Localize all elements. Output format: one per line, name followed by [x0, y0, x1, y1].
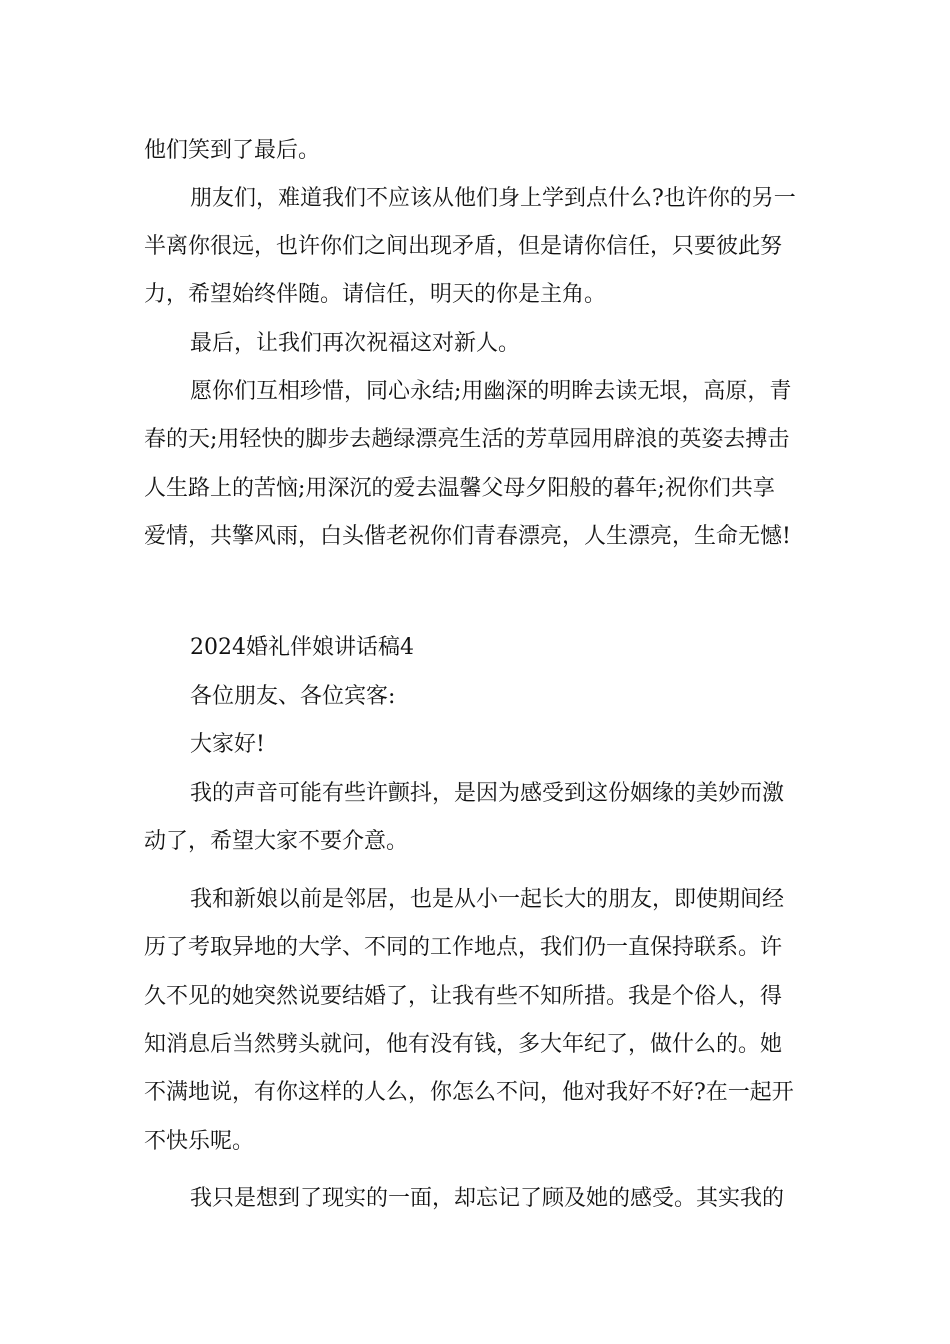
salutation: 各位朋友、各位宾客: [190, 684, 396, 709]
greeting: 大家好! [190, 732, 265, 757]
text-line: 春的天;用轻快的脚步去趟绿漂亮生活的芳草园用辟浪的英姿去搏击 [144, 427, 790, 452]
text-line: 我只是想到了现实的一面，却忘记了顾及她的感受。其实我的 [190, 1186, 785, 1211]
text-line: 朋友们，难道我们不应该从他们身上学到点什么?也许你的另一 [190, 186, 796, 211]
text-line: 不满地说，有你这样的人么，你怎么不问，他对我好不好?在一起开 [144, 1080, 794, 1105]
text-line: 动了，希望大家不要介意。 [144, 829, 409, 854]
text-line: 不快乐呢。 [144, 1129, 255, 1154]
text-line: 力，希望始终伴随。请信任，明天的你是主角。 [144, 282, 607, 307]
section-heading: 2024婚礼伴娘讲话稿4 [190, 635, 414, 660]
text-line: 我的声音可能有些许颤抖，是因为感受到这份姻缘的美妙而激 [190, 781, 785, 806]
text-line: 知消息后当然劈头就问，他有没有钱，多大年纪了，做什么的。她 [144, 1032, 783, 1057]
text-line: 久不见的她突然说要结婚了，让我有些不知所措。我是个俗人，得 [144, 984, 783, 1009]
text-line: 他们笑到了最后。 [144, 138, 321, 163]
text-line: 爱情，共擎风雨，白头偕老祝你们青春漂亮，人生漂亮，生命无憾! [144, 524, 791, 549]
text-line: 愿你们互相珍惜，同心永结;用幽深的明眸去读无垠，高原，青 [190, 379, 792, 404]
text-line: 我和新娘以前是邻居，也是从小一起长大的朋友，即使期间经 [190, 887, 785, 912]
text-line: 历了考取异地的大学、不同的工作地点，我们仍一直保持联系。许 [144, 935, 783, 960]
text-line: 最后，让我们再次祝福这对新人。 [190, 331, 521, 356]
text-line: 人生路上的苦恼;用深沉的爱去温馨父母夕阳般的暮年;祝你们共享 [144, 476, 775, 501]
text-line: 半离你很远，也许你们之间出现矛盾，但是请你信任，只要彼此努 [144, 234, 783, 259]
